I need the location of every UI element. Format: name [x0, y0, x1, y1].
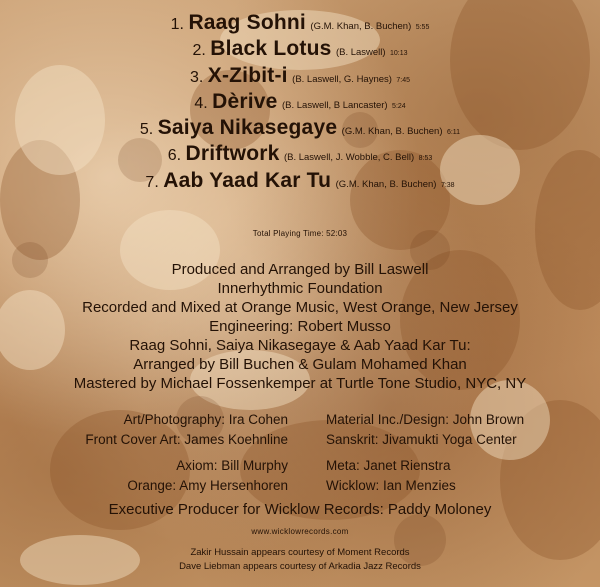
- track-row: [0, 141, 600, 167]
- track-title: Dèrive: [212, 89, 278, 113]
- track-number: 1.: [170, 16, 184, 33]
- track-duration: 5:55: [415, 24, 430, 31]
- track-number: 2.: [192, 42, 206, 60]
- track-composers: (B. Laswell, G. Haynes): [292, 73, 392, 85]
- credit-line: Recorded and Mixed at Orange Music, West Orange, New Jersey: [82, 299, 518, 316]
- credit-line: Wicklow: Ian Menzies: [326, 478, 456, 493]
- track-composers: (G.M. Khan, B. Buchen): [335, 178, 437, 190]
- track-duration: 7:45: [396, 76, 411, 84]
- courtesy-line: Dave Liebman appears courtesy of Arkadia Jazz Records: [179, 561, 421, 572]
- track-title: Saiya Nikasegaye: [157, 116, 338, 140]
- track-row: [0, 168, 600, 194]
- track-title: Driftwork: [185, 142, 280, 166]
- track-number: 6.: [167, 147, 182, 165]
- track-composers: (B. Laswell): [335, 47, 386, 59]
- art-credits-right: [326, 410, 524, 450]
- art-credits-left: [85, 410, 288, 450]
- track-title: X-Zibit-i: [207, 63, 288, 87]
- credit-line: Mastered by Michael Fossenkemper at Turtle Tone Studio, NYC, NY: [73, 375, 527, 392]
- track-duration: 6:11: [446, 129, 461, 137]
- track-duration: 7:38: [440, 181, 455, 189]
- track-row: [0, 10, 600, 36]
- courtesy-line: Zakir Hussain appears courtesy of Moment Records: [190, 547, 410, 558]
- credit-line: Front Cover Art: James Koehnline: [85, 432, 288, 447]
- production-credits: [0, 260, 600, 393]
- track-row: [0, 115, 600, 141]
- track-composers: (B. Laswell, J. Wobble, C. Bell): [283, 152, 415, 164]
- credit-line: Innerhythmic Foundation: [217, 280, 383, 297]
- track-number: 3.: [189, 68, 204, 86]
- track-duration: 8:53: [418, 155, 433, 163]
- track-title: Raag Sohni: [188, 11, 306, 34]
- track-composers: (G.M. Khan, B. Buchen): [310, 21, 412, 32]
- track-number: 7.: [145, 173, 159, 191]
- credit-line: Raag Sohni, Saiya Nikasegaye & Aab Yaad Kar Tu:: [129, 337, 471, 354]
- credit-line: Arranged by Bill Buchen & Gulam Mohamed Khan: [133, 356, 467, 373]
- track-composers: (G.M. Khan, B. Buchen): [341, 126, 443, 138]
- credit-line: Sanskrit: Jivamukti Yoga Center: [326, 432, 517, 447]
- track-number: 4.: [194, 94, 208, 112]
- courtesy-notes: [0, 546, 600, 574]
- track-row: [0, 89, 600, 115]
- total-playing-time: Total Playing Time: 52:03: [252, 229, 348, 238]
- credit-line: Orange: Amy Hersenhoren: [127, 478, 288, 493]
- track-row: [0, 36, 600, 62]
- credit-line: Axiom: Bill Murphy: [176, 458, 288, 473]
- credit-line: Material Inc./Design: John Brown: [326, 412, 525, 427]
- track-row: [0, 63, 600, 89]
- label-credits-left: [127, 456, 288, 496]
- track-title: Aab Yaad Kar Tu: [163, 168, 332, 192]
- website-url: www.wicklowrecords.com: [251, 527, 349, 536]
- track-list: [0, 10, 600, 194]
- track-title: Black Lotus: [210, 37, 332, 61]
- label-credits-right: [326, 456, 456, 496]
- executive-producer-credit: Executive Producer for Wicklow Records: Paddy Moloney: [108, 501, 492, 518]
- credit-line: Produced and Arranged by Bill Laswell: [171, 261, 429, 278]
- track-number: 5.: [139, 121, 154, 139]
- credit-line: Engineering: Robert Musso: [209, 318, 391, 335]
- track-duration: 10:13: [390, 50, 408, 58]
- credit-line: Art/Photography: Ira Cohen: [123, 412, 288, 427]
- credit-line: Meta: Janet Rienstra: [326, 458, 451, 473]
- track-composers: (B. Laswell, B Lancaster): [281, 99, 388, 111]
- track-duration: 5:24: [392, 102, 406, 110]
